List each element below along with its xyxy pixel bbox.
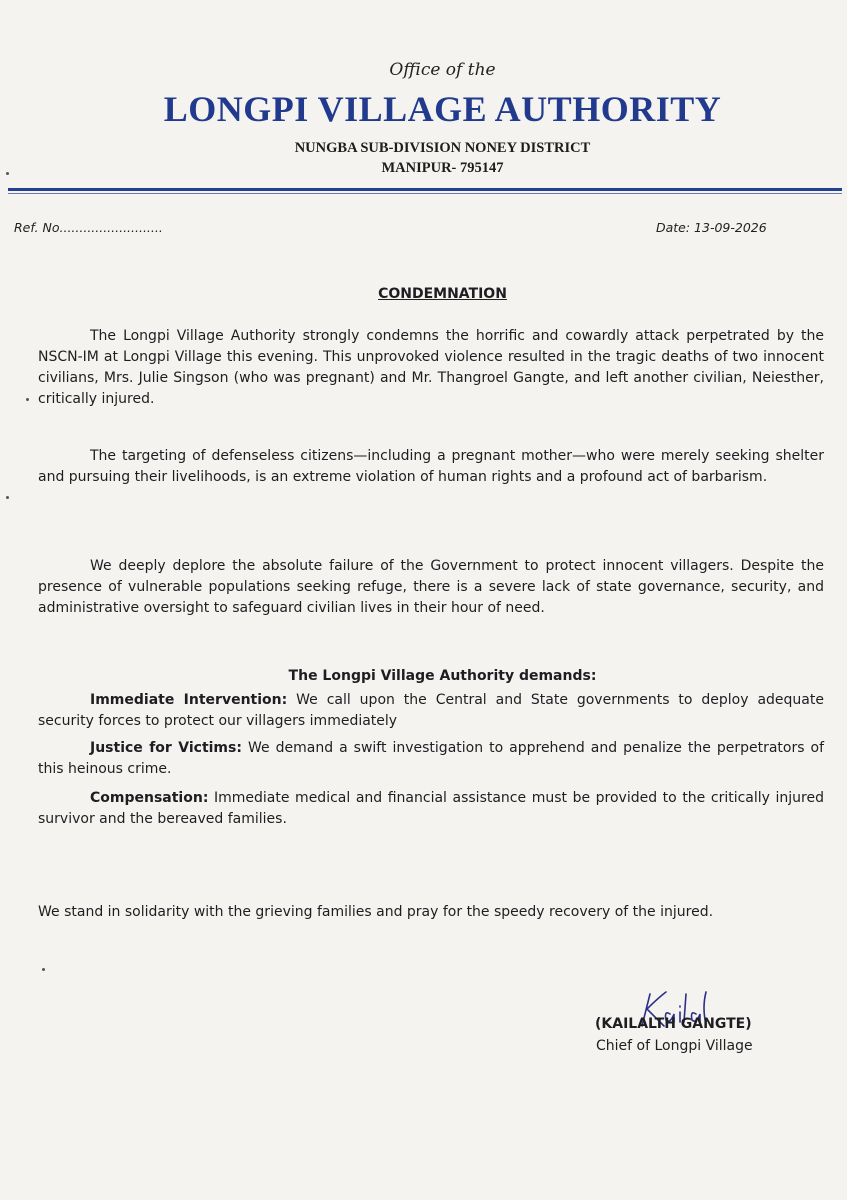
signatory-title: Chief of Longpi Village <box>596 1038 753 1054</box>
scan-speck <box>6 496 9 499</box>
demand-label: Justice for Victims: <box>90 740 242 756</box>
address-line-1: NUNGBA SUB-DIVISION NONEY DISTRICT <box>294 140 591 156</box>
demand-text: We call upon the Central and State governments to deploy adequate security forces to protect our villagers immediately <box>38 692 824 729</box>
address-line-2: MANIPUR- 795147 <box>381 160 504 176</box>
demands-title: The Longpi Village Authority demands: <box>288 668 597 684</box>
office-of-the-caption: Office of the <box>389 60 496 80</box>
demand-item <box>38 788 824 830</box>
scan-speck <box>42 968 45 971</box>
document-date: Date: 13-09-2026 <box>656 220 767 235</box>
reference-number: Ref. No.......................... <box>14 220 163 235</box>
signatory-name: (KAILALTH GANGTE) <box>595 1016 752 1032</box>
document-heading: CONDEMNATION <box>378 286 507 302</box>
letterhead-rule-thin <box>8 193 842 194</box>
demand-text: We demand a swift investigation to apprehend and penalize the perpetrators of this heinous crime. <box>38 740 825 777</box>
scan-speck <box>6 172 9 175</box>
scan-speck <box>26 398 29 401</box>
demand-label: Compensation: <box>90 790 209 806</box>
letterhead-rule <box>8 188 842 191</box>
paragraph-2: The targeting of defenseless citizens—including a pregnant mother—who were merely seeking shelter and pursuing their livelihoods, is an extreme violation of human rights and a profound act of barbarism. <box>38 448 824 485</box>
demand-text: Immediate medical and financial assistance must be provided to the critically injured survivor and the bereaved families. <box>38 790 824 827</box>
demand-item <box>38 690 824 732</box>
demand-label: Immediate Intervention: <box>90 692 288 708</box>
demand-item <box>38 738 824 780</box>
paragraph-3: We deeply deplore the absolute failure of the Government to protect innocent villagers. Despite the presence of vulnerable populations seeking refuge, there is a severe lack of state governance, security, and administrative oversight to safeguard civilian lives in their hour of need. <box>38 558 824 616</box>
closing-statement: We stand in solidarity with the grieving families and pray for the speedy recovery of the injured. <box>38 904 714 920</box>
paragraph-1: The Longpi Village Authority strongly condemns the horrific and cowardly attack perpetrated by the NSCN-IM at Longpi Village this evening. This unprovoked violence resulted in the tragic deaths of two innocent civilians, Mrs. Julie Singson (who was pregnant) and Mr. Thangroel Gangte, and left another civilian, Neiesther, critically injured. <box>38 328 824 407</box>
authority-title: LONGPI VILLAGE AUTHORITY <box>163 89 722 129</box>
